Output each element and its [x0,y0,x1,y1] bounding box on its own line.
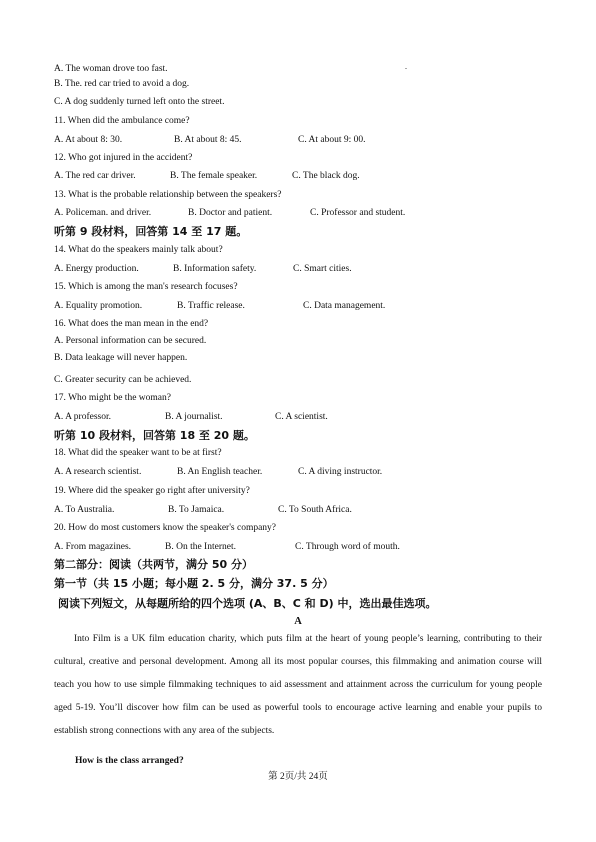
question-15: 15. Which is among the man's research focuses? [54,282,238,292]
q20-option-c: C. Through word of mouth. [295,542,400,552]
q18-option-b: B. An English teacher. [177,467,263,477]
q17-option-a: A. A professor. [54,412,111,422]
q20-option-b: B. On the Internet. [165,542,236,552]
section-one-heading: 第一节（共 15 小题；每小题 2. 5 分，满分 37. 5 分） [54,577,334,590]
q15-option-c: C. Data management. [303,301,386,311]
q12-option-b: B. The female speaker. [170,171,258,181]
q16-option-b: B. Data leakage will never happen. [54,353,188,363]
q14-option-b: B. Information safety. [173,264,257,274]
subheading: How is the class arranged? [75,756,184,766]
part-two-heading: 第二部分：阅读（共两节，满分 50 分） [54,558,253,571]
q14-option-c: C. Smart cities. [293,264,352,274]
q18-option-a: A. A research scientist. [54,467,142,477]
section-9-heading: 听第 9 段材料，回答第 14 至 17 题。 [54,225,248,238]
q10-option-c: C. A dog suddenly turned left onto the street. [54,97,225,107]
q10-option-a: A. The woman drove too fast. [54,64,168,74]
question-13: 13. What is the probable relationship between the speakers? [54,190,282,200]
question-18: 18. What did the speaker want to be at first? [54,448,222,458]
question-16: 16. What does the man mean in the end? [54,319,209,329]
reading-instructions: 阅读下列短文，从每题所给的四个选项 (A、B、C 和 D) 中，选出最佳选项。 [58,597,437,610]
q20-option-a: A. From magazines. [54,542,132,552]
section-10-heading: 听第 10 段材料，回答第 18 至 20 题。 [54,429,255,442]
passage-paragraph: Into Film is a UK film education charity, which puts film at the heart of young people’s learning, contributing to their cultural, creative and personal development. Among all its most popular courses, this filmmaking and animation course will teach you how to use simple filmmaking techniques to aid assessment and attainment across the curriculum for young people aged 5-19. You’ll discover how film can be used as powerful tools to encourage active learning and enable your pupils to establish strong connections with any area of the subjects. [54,634,542,736]
passage-body [54,628,542,743]
corner-dot: . [405,62,407,71]
q13-option-a: A. Policeman. and driver. [54,208,152,218]
q12-option-c: C. The black dog. [292,171,360,181]
q13-option-b: B. Doctor and patient. [188,208,273,218]
q11-option-b: B. At about 8: 45. [174,135,242,145]
q11-option-a: A. At about 8: 30. [54,135,123,145]
page-footer: 第 2页/共 24页 [268,772,328,782]
q14-option-a: A. Energy production. [54,264,139,274]
q19-option-b: B. To Jamaica. [168,505,225,515]
q17-option-b: B. A journalist. [165,412,223,422]
q12-option-a: A. The red car driver. [54,171,136,181]
question-17: 17. Who might be the woman? [54,393,171,403]
q15-option-a: A. Equality promotion. [54,301,143,311]
q18-option-c: C. A diving instructor. [298,467,383,477]
q19-option-c: C. To South Africa. [278,505,352,515]
q17-option-c: C. A scientist. [275,412,328,422]
question-12: 12. Who got injured in the accident? [54,153,193,163]
q19-option-a: A. To Australia. [54,505,115,515]
question-20: 20. How do most customers know the speaker's company? [54,523,277,533]
q16-option-c: C. Greater security can be achieved. [54,375,192,385]
question-14: 14. What do the speakers mainly talk about? [54,245,223,255]
q11-option-c: C. At about 9: 00. [298,135,366,145]
q13-option-c: C. Professor and student. [310,208,406,218]
question-11: 11. When did the ambulance come? [54,116,190,126]
q16-option-a: A. Personal information can be secured. [54,336,207,346]
q10-option-b: B. The. red car tried to avoid a dog. [54,79,190,89]
passage-label: A [294,616,302,627]
q15-option-b: B. Traffic release. [177,301,245,311]
question-19: 19. Where did the speaker go right after university? [54,486,250,496]
